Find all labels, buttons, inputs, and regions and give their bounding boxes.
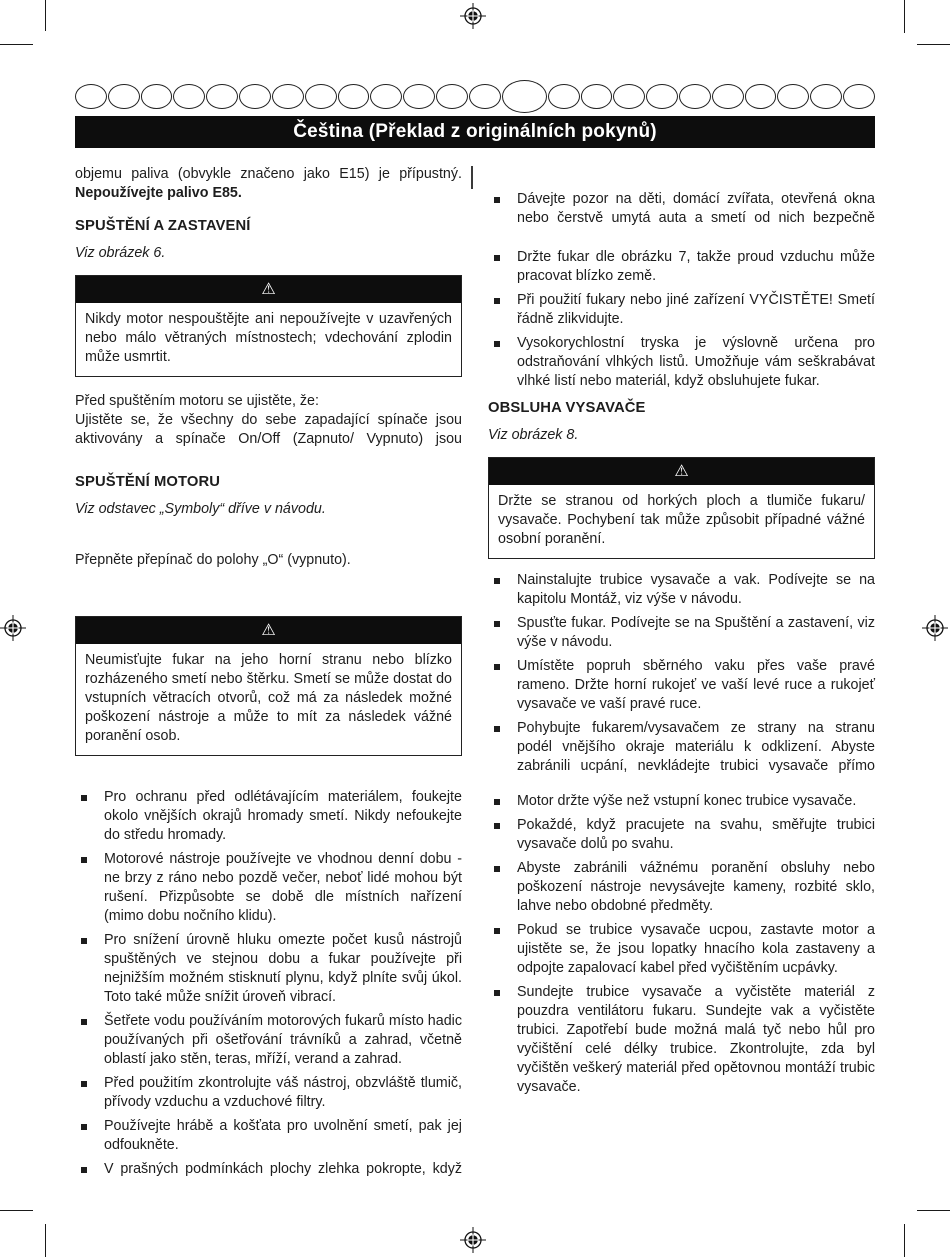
paragraph: Před spuštěním motoru se ujistěte, že:: [75, 393, 319, 409]
bullet-square-icon: [494, 664, 500, 670]
list-item-text: Držte fukar dle obrázku 7, takže proud vzduchu může pracovat blízko země.: [517, 249, 875, 284]
warning-text: Neumisťujte fukar na jeho horní stranu nebo blízko rozházeného smetí nebo štěrku. Smetí se může dostat do vstupních větracích otvorů, což má za následek možné poškození nástroje a může to mít za následek vážné poranění osob.: [85, 652, 452, 744]
bullet-square-icon: [494, 990, 500, 996]
warning-box-header: [76, 276, 461, 303]
paragraph: Přepněte přepínač do polohy „O“ (vypnuto).: [75, 552, 351, 568]
bullet-square-icon: [81, 795, 87, 801]
list-item-text: Pokaždé, když pracujete na svahu, směřujte trubici vysavače dolů po svahu.: [517, 817, 875, 852]
bullet-square-icon: [494, 197, 500, 203]
language-tabs-strip: [75, 79, 875, 113]
left-column: [75, 165, 462, 1184]
list-item: [488, 859, 875, 916]
language-oval: [646, 84, 678, 109]
language-oval: [239, 84, 271, 109]
figure-reference: Viz odstavec „Symboly“ dříve v návodu.: [75, 501, 326, 517]
bullet-list: [488, 190, 875, 391]
list-item: [488, 816, 875, 854]
language-oval-active: [502, 80, 547, 113]
crop-mark: [904, 0, 905, 33]
language-oval: [108, 84, 140, 109]
warning-triangle-icon: ⚠: [674, 462, 689, 480]
list-item: [488, 291, 875, 329]
figure-reference: Viz obrázek 8.: [488, 427, 579, 443]
list-item: [75, 1074, 462, 1112]
list-item: [488, 921, 875, 978]
paragraph: objemu paliva (obvykle značeno jako E15) je přípustný.: [75, 166, 462, 182]
crop-mark: [917, 1210, 950, 1211]
list-item: [488, 614, 875, 652]
language-oval: [777, 84, 809, 109]
paragraph-bold: Nepoužívejte palivo E85.: [75, 185, 242, 201]
list-item: [75, 1012, 462, 1069]
list-item: [488, 190, 875, 228]
list-item: [75, 1117, 462, 1155]
language-oval: [272, 84, 304, 109]
list-item: [488, 983, 875, 1097]
page-title: Čeština (Překlad z originálních pokynů): [75, 116, 875, 148]
bullet-square-icon: [494, 726, 500, 732]
crop-mark: [45, 1224, 46, 1257]
language-oval: [712, 84, 744, 109]
language-oval: [370, 84, 402, 109]
bullet-square-icon: [81, 1019, 87, 1025]
warning-box-header: [76, 617, 461, 644]
list-item-text: Motor držte výše než vstupní konec trubice vysavače.: [517, 793, 857, 809]
list-item: [488, 657, 875, 714]
language-oval: [403, 84, 435, 109]
list-item: [488, 792, 875, 811]
bullet-list: [488, 792, 875, 1097]
section-heading: OBSLUHA VYSAVAČE: [488, 400, 646, 416]
list-item: [488, 248, 875, 286]
column-divider: [471, 166, 473, 189]
right-column: [488, 165, 875, 1102]
warning-text: Nikdy motor nespouštějte ani nepoužívejte v uzavřených nebo málo větraných místnostech; vdechování zplodin může usmrtit.: [85, 311, 452, 365]
bullet-square-icon: [494, 621, 500, 627]
language-oval: [613, 84, 645, 109]
bullet-square-icon: [494, 341, 500, 347]
bullet-square-icon: [494, 298, 500, 304]
bullet-square-icon: [81, 938, 87, 944]
list-item-text: Nainstalujte trubice vysavače a vak. Podívejte se na kapitolu Montáž, viz výše v návodu.: [517, 572, 875, 607]
bullet-square-icon: [494, 799, 500, 805]
language-oval: [436, 84, 468, 109]
bullet-list: [75, 788, 462, 1179]
list-item: [75, 788, 462, 845]
list-item: [75, 931, 462, 1007]
bullet-square-icon: [494, 928, 500, 934]
language-oval: [206, 84, 238, 109]
list-item-text: Pohybujte fukarem/vysavačem ze strany na stranu podél vnějšího okraje materiálu k odklizení. Abyste zabránili ucpání, nevkládejte trubici vysavače přímo: [517, 720, 875, 774]
warning-box-header: [489, 458, 874, 485]
list-item: [75, 1160, 462, 1179]
bullet-square-icon: [81, 857, 87, 863]
registration-mark-icon: [922, 615, 948, 641]
crop-mark: [0, 44, 33, 45]
list-item-text: Pro snížení úrovně hluku omezte počet kusů nástrojů spuštěných ve stejnou dobu a fukar používejte při nejnižším možném stisknutí plynu, když plníte svůj úkol. Toto také může snížit úroveň vibrací.: [104, 932, 462, 1005]
list-item: [75, 850, 462, 926]
list-item: [488, 571, 875, 609]
list-item-text: Dávejte pozor na děti, domácí zvířata, otevřená okna nebo čerstvě umytá auta a smetí od nich bezpečně: [517, 191, 875, 226]
registration-mark-icon: [0, 615, 26, 641]
list-item-text: Abyste zabránili vážnému poranění obsluhy nebo poškození nástroje nevysávejte kameny, rozbité sklo, lahve nebo obdobné předměty.: [517, 860, 875, 914]
language-oval: [581, 84, 613, 109]
list-item-text: Umístěte popruh sběrného vaku přes vaše pravé rameno. Držte horní rukojeť ve vaší levé ruce a rukojeť vysavače ve vaší pravé ruce.: [517, 658, 875, 712]
list-item-text: Pro ochranu před odlétávajícím materiálem, foukejte okolo vnějších okrajů hromady smetí. Nikdy nefoukejte do středu hromady.: [104, 789, 462, 843]
language-oval: [679, 84, 711, 109]
list-item-text: Spusťte fukar. Podívejte se na Spuštění a zastavení, viz výše v návodu.: [517, 615, 875, 650]
list-item-text: Sundejte trubice vysavače a vyčistěte materiál z pouzdra ventilátoru fukaru. Sundejte vak a vyčistěte trubici. Zapotřebí bude možná malá tyč nebo hůl pro vyčištění celé délky trubice. Zkontrolujte, zda byl vyčištěn veškerý materiál před opětovnou montáží trubic vysavače.: [517, 984, 875, 1095]
warning-box: [488, 457, 875, 559]
crop-mark: [45, 0, 46, 31]
bullet-square-icon: [81, 1081, 87, 1087]
bullet-square-icon: [494, 823, 500, 829]
list-item-text: Při použití fukary nebo jiné zařízení VYČISTĚTE! Smetí řádně zlikvidujte.: [517, 292, 875, 327]
warning-box: [75, 616, 462, 756]
bullet-square-icon: [494, 255, 500, 261]
bullet-square-icon: [81, 1124, 87, 1130]
language-oval: [338, 84, 370, 109]
language-oval: [843, 84, 875, 109]
list-item: [488, 334, 875, 391]
language-oval: [141, 84, 173, 109]
warning-triangle-icon: ⚠: [261, 280, 276, 298]
language-oval: [173, 84, 205, 109]
section-heading: SPUŠTĚNÍ A ZASTAVENÍ: [75, 218, 251, 234]
warning-triangle-icon: ⚠: [261, 621, 276, 639]
language-oval: [305, 84, 337, 109]
figure-reference: Viz obrázek 6.: [75, 245, 166, 261]
language-oval: [469, 84, 501, 109]
bullet-list: [488, 571, 875, 776]
list-item-text: Pokud se trubice vysavače ucpou, zastavte motor a ujistěte se, že jsou lopatky hnacího kola zastaveny a odpojte zapalovací kabel před vyčištěním ucpávky.: [517, 922, 875, 976]
registration-mark-icon: [460, 3, 486, 29]
warning-text: Držte se stranou od horkých ploch a tlumiče fukaru/ vysavače. Pochybení tak může způsobit případné vážné osobní poranění.: [498, 493, 865, 547]
warning-box: [75, 275, 462, 377]
language-oval: [548, 84, 580, 109]
section-heading: SPUŠTĚNÍ MOTORU: [75, 474, 221, 490]
crop-mark: [917, 44, 950, 45]
list-item-text: Šetřete vodu používáním motorových fukarů místo hadic používaných při ošetřování trávníků a zahrad, včetně oblastí jako stěn, teras, mříží, verand a zahrad.: [104, 1013, 462, 1067]
list-item-text: Vysokorychlostní tryska je výslovně určena pro odstraňování vlhkých listů. Umožňuje vám seškrabávat vlhké listí nebo materiál, když obsluhujete fukar.: [517, 335, 875, 389]
bullet-square-icon: [494, 866, 500, 872]
bullet-square-icon: [81, 1167, 87, 1173]
bullet-square-icon: [494, 578, 500, 584]
crop-mark: [0, 1210, 33, 1211]
registration-mark-icon: [460, 1227, 486, 1253]
list-item-text: Před použitím zkontrolujte váš nástroj, obzvláště tlumič, přívody vzduchu a vzduchové filtry.: [104, 1075, 462, 1110]
language-oval: [75, 84, 107, 109]
list-item-text: Používejte hrábě a košťata pro uvolnění smetí, pak jej odfoukněte.: [104, 1118, 462, 1153]
language-oval: [810, 84, 842, 109]
list-item: [488, 719, 875, 776]
language-oval: [745, 84, 777, 109]
crop-mark: [904, 1224, 905, 1257]
paragraph: Ujistěte se, že všechny do sebe zapadající spínače jsou aktivovány a spínače On/Off (Zapnuto/ Vypnuto) jsou: [75, 412, 462, 447]
list-item-text: Motorové nástroje používejte ve vhodnou denní dobu - ne brzy z ráno nebo pozdě večer, neboť lidé mohou být rušení. Přizpůsobte se době dle místních nařízení (mimo dobu nočního klidu).: [104, 851, 462, 924]
list-item-text: V prašných podmínkách plochy zlehka pokropte, když: [104, 1161, 462, 1177]
